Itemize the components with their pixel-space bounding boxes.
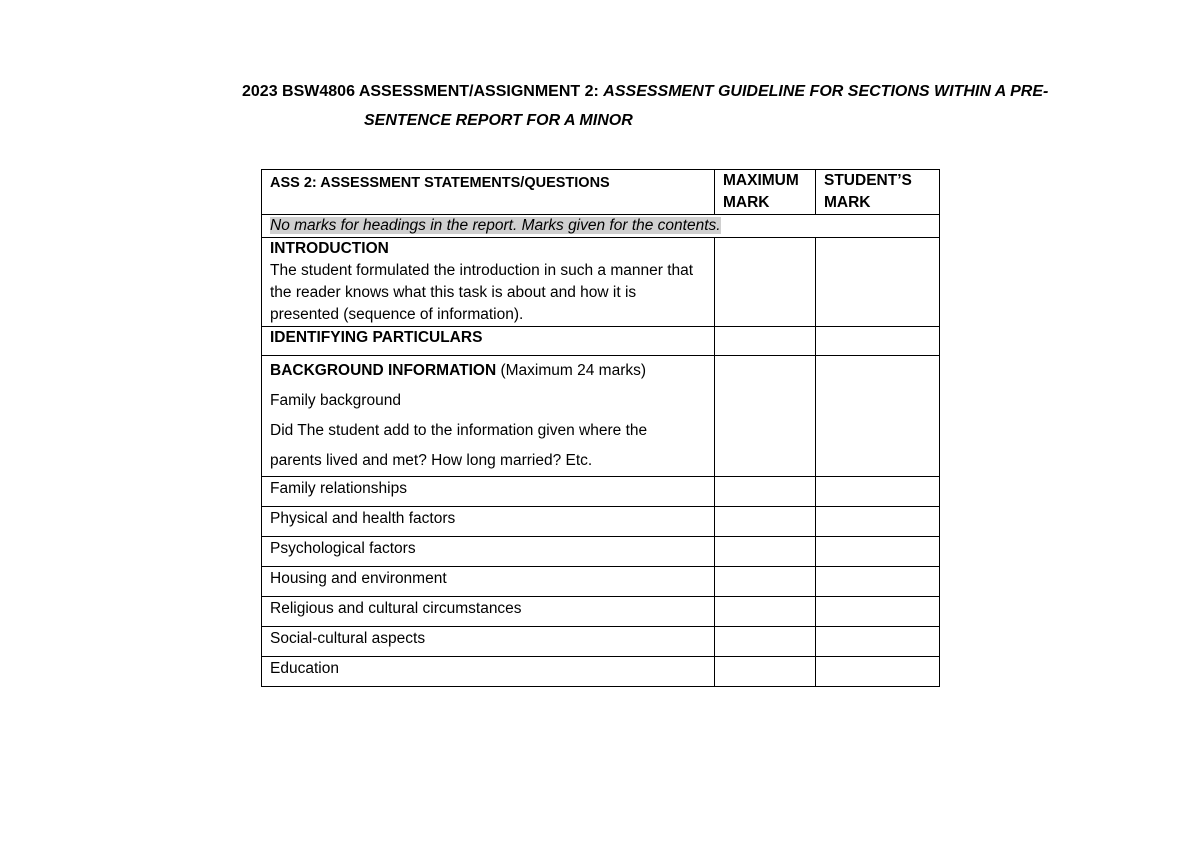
row-student-mark: [816, 567, 940, 597]
introduction-student-mark: [816, 238, 940, 327]
row-student-mark: [816, 627, 940, 657]
introduction-cell: [262, 238, 715, 327]
background-heading-suffix: (Maximum 24 marks): [496, 362, 647, 379]
note-text: No marks for headings in the report. Marks given for the contents.: [270, 217, 721, 234]
background-line1: Family background: [270, 392, 401, 409]
row-max-mark: [715, 507, 816, 537]
identifying-max-mark: [715, 327, 816, 356]
row-student-mark: [816, 537, 940, 567]
introduction-max-mark: [715, 238, 816, 327]
table-row-identifying: [262, 327, 940, 356]
row-max-mark: [715, 477, 816, 507]
document-title-line1: [242, 82, 1048, 102]
header-statements: [262, 170, 715, 215]
row-label: Family relationships: [262, 477, 715, 507]
identifying-student-mark: [816, 327, 940, 356]
introduction-text: The student formulated the introduction in such a manner that the reader knows what this task is about and how it is presented (sequence of information).: [270, 262, 694, 323]
header-maximum-mark: [715, 170, 816, 215]
document-title-line2: [364, 111, 633, 131]
row-student-mark: [816, 507, 940, 537]
note-row: [262, 215, 940, 238]
table-row: [262, 657, 940, 687]
row-max-mark: [715, 597, 816, 627]
table-row: [262, 567, 940, 597]
introduction-heading: INTRODUCTION: [270, 240, 389, 257]
row-max-mark: [715, 537, 816, 567]
header-student-line1: STUDENT’S: [824, 172, 912, 189]
row-max-mark: [715, 657, 816, 687]
table-row: [262, 627, 940, 657]
row-label: Social-cultural aspects: [262, 627, 715, 657]
header-student-line2: MARK: [824, 194, 871, 211]
row-student-mark: [816, 597, 940, 627]
header-max-line2: MARK: [723, 194, 770, 211]
table-row: [262, 507, 940, 537]
note-cell: [262, 215, 940, 238]
header-statements-label: ASS 2: ASSESSMENT STATEMENTS/QUESTIONS: [270, 175, 610, 191]
background-max-mark: [715, 356, 816, 477]
identifying-particulars-cell: [262, 327, 715, 356]
header-max-line1: MAXIMUM: [723, 172, 799, 189]
table-row: [262, 537, 940, 567]
table-row: [262, 477, 940, 507]
background-heading-line: [270, 356, 708, 386]
row-student-mark: [816, 657, 940, 687]
assessment-table: [261, 169, 940, 687]
title-italic-part1: ASSESSMENT GUIDELINE FOR SECTIONS WITHIN A PRE-: [603, 83, 1049, 100]
row-label: Housing and environment: [262, 567, 715, 597]
background-cell: [262, 356, 715, 477]
title-italic-part2: SENTENCE REPORT FOR A MINOR: [364, 112, 633, 129]
background-line3: parents lived and met? How long married? Etc.: [270, 452, 593, 469]
row-label: Education: [262, 657, 715, 687]
row-max-mark: [715, 627, 816, 657]
title-prefix: 2023 BSW4806 ASSESSMENT/ASSIGNMENT 2:: [242, 83, 604, 100]
row-label: Physical and health factors: [262, 507, 715, 537]
table-row: [262, 597, 940, 627]
identifying-particulars-label: IDENTIFYING PARTICULARS: [270, 329, 483, 346]
header-students-mark: [816, 170, 940, 215]
row-max-mark: [715, 567, 816, 597]
background-line2: Did The student add to the information given where the: [270, 422, 648, 439]
background-heading: BACKGROUND INFORMATION: [270, 362, 497, 379]
table-header-row: [262, 170, 940, 215]
row-student-mark: [816, 477, 940, 507]
table-row-introduction: [262, 238, 940, 327]
row-label: Religious and cultural circumstances: [262, 597, 715, 627]
table-row-background: [262, 356, 940, 477]
background-student-mark: [816, 356, 940, 477]
row-label: Psychological factors: [262, 537, 715, 567]
